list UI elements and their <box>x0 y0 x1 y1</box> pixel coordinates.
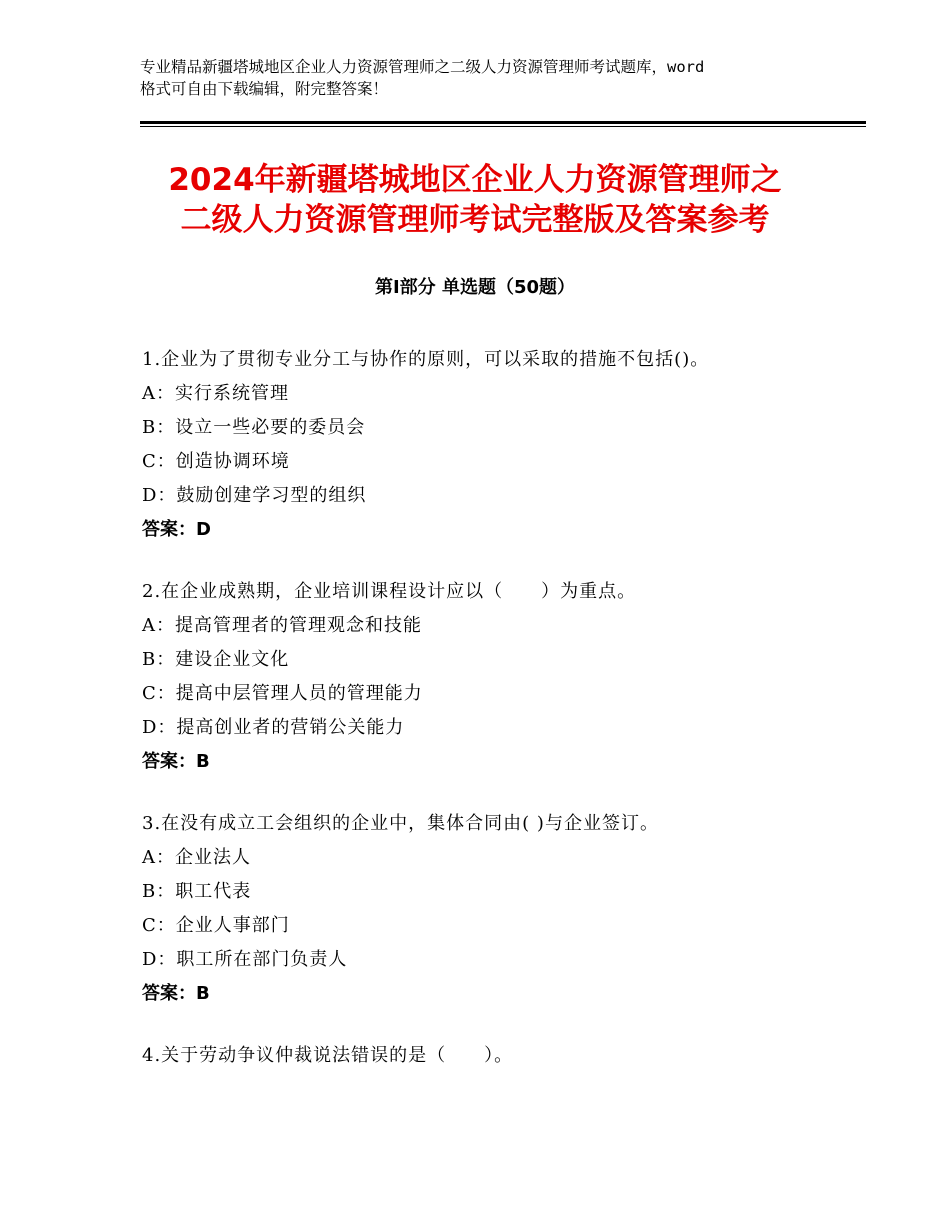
title-line-2: 二级人力资源管理师考试完整版及答案参考 <box>180 202 770 238</box>
header-line-1: 专业精品新疆塔城地区企业人力资源管理师之二级人力资源管理师考试题库，word <box>140 58 705 76</box>
answer-label: 答案：B <box>142 983 210 1004</box>
option-c: C：创造协调环境 <box>142 451 290 472</box>
question-stem: 3.在没有成立工会组织的企业中，集体合同由( )与企业签订。 <box>142 813 659 834</box>
answer-label: 答案：D <box>142 519 211 540</box>
option-d: D：职工所在部门负责人 <box>142 949 348 970</box>
option-a: A：企业法人 <box>142 847 251 868</box>
question-2 <box>142 575 862 779</box>
option-b: B：设立一些必要的委员会 <box>142 417 366 438</box>
question-stem: 1.企业为了贯彻专业分工与协作的原则，可以采取的措施不包括()。 <box>142 349 710 370</box>
document-header-note <box>140 56 840 100</box>
option-c: C：企业人事部门 <box>142 915 290 936</box>
option-b: B：职工代表 <box>142 881 252 902</box>
question-3 <box>142 807 862 1011</box>
question-stem: 2.在企业成熟期，企业培训课程设计应以（ ）为重点。 <box>142 581 637 602</box>
question-list <box>142 343 862 1101</box>
header-divider-thick <box>140 121 866 124</box>
question-4 <box>142 1039 862 1073</box>
section-title: 第Ⅰ部分 单选题（50题） <box>374 277 575 298</box>
option-a: A：提高管理者的管理观念和技能 <box>142 615 422 636</box>
option-c: C：提高中层管理人员的管理能力 <box>142 683 423 704</box>
question-1 <box>142 343 862 547</box>
document-title <box>90 160 860 240</box>
question-stem: 4.关于劳动争议仲裁说法错误的是（ ）。 <box>142 1045 514 1066</box>
answer-label: 答案：B <box>142 751 210 772</box>
option-a: A：实行系统管理 <box>142 383 289 404</box>
option-b: B：建设企业文化 <box>142 649 290 670</box>
header-line-2: 格式可自由下载编辑，附完整答案！ <box>140 80 389 98</box>
option-d: D：提高创业者的营销公关能力 <box>142 717 405 738</box>
title-line-1: 2024年新疆塔城地区企业人力资源管理师之 <box>168 162 782 198</box>
option-d: D：鼓励创建学习型的组织 <box>142 485 367 506</box>
header-divider-thin <box>140 126 866 127</box>
